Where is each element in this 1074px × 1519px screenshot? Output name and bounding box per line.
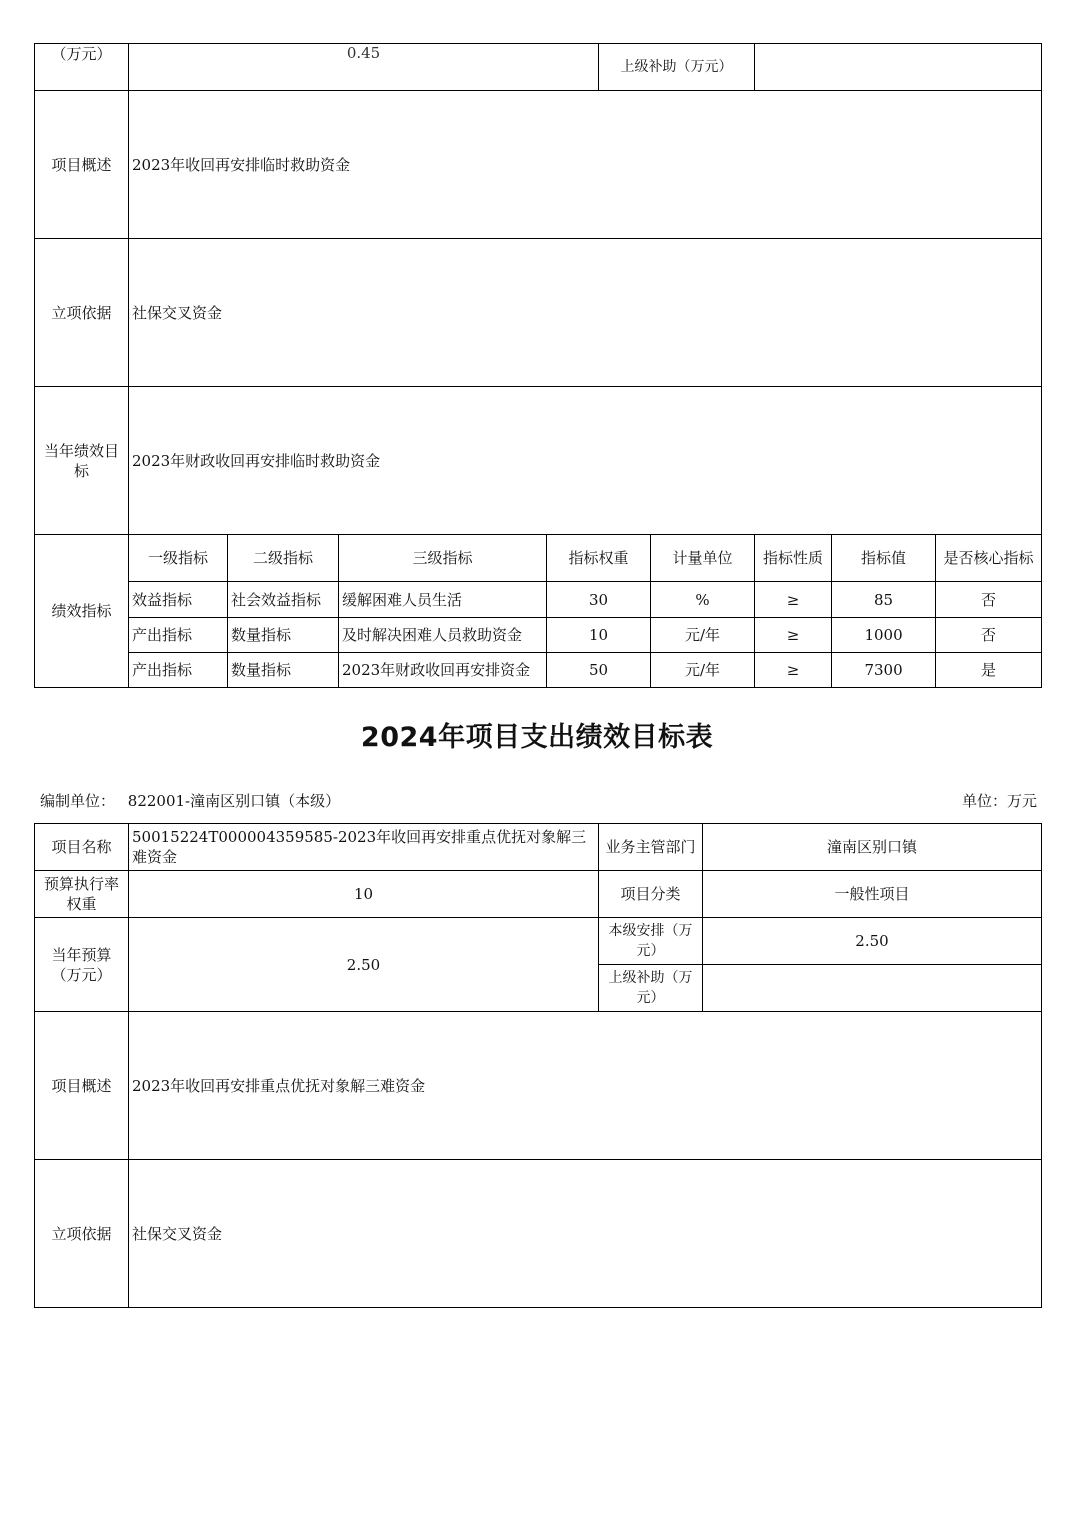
category-label: 项目分类	[599, 871, 703, 918]
indicator-cell: 85	[832, 582, 936, 618]
budget-value: 0.45	[129, 44, 599, 91]
indicator-cell: 产出指标	[129, 618, 228, 653]
indicator-header: 指标值	[832, 535, 936, 582]
indicator-cell: 50	[547, 653, 651, 688]
goal-label: 当年绩效目标	[35, 387, 129, 535]
page-title: 2024年项目支出绩效目标表	[360, 722, 714, 753]
indicator-cell: 30	[547, 582, 651, 618]
overview-label: 项目概述	[35, 1012, 129, 1160]
indicator-cell: ≥	[755, 618, 832, 653]
indicator-header: 指标性质	[755, 535, 832, 582]
indicators-label: 绩效指标	[35, 535, 129, 688]
department-value: 潼南区别口镇	[703, 824, 1042, 871]
indicator-cell: 否	[936, 582, 1042, 618]
indicator-cell: 是	[936, 653, 1042, 688]
indicator-cell: 7300	[832, 653, 936, 688]
superior-subsidy-value	[703, 965, 1042, 1012]
project-name-value: 50015224T000004359585-2023年收回再安排重点优抚对象解三难资金	[129, 824, 599, 871]
money-unit: 单位：万元	[961, 792, 1037, 810]
indicator-header: 计量单位	[651, 535, 755, 582]
indicator-header: 一级指标	[129, 535, 228, 582]
basis-value: 社保交叉资金	[129, 1160, 1042, 1308]
execution-rate-label: 预算执行率权重	[35, 871, 129, 918]
annual-budget-label: 当年预算（万元）	[35, 918, 129, 1012]
indicator-cell: 1000	[832, 618, 936, 653]
indicator-cell: 缓解困难人员生活	[339, 582, 547, 618]
indicator-cell: 否	[936, 618, 1042, 653]
indicator-cell: 元/年	[651, 653, 755, 688]
indicator-cell: ≥	[755, 653, 832, 688]
annual-budget-value: 2.50	[129, 918, 599, 1012]
indicator-row	[35, 618, 1042, 653]
basis-label: 立项依据	[35, 239, 129, 387]
indicator-cell: 数量指标	[228, 618, 339, 653]
overview-label: 项目概述	[35, 91, 129, 239]
local-arrangement-value: 2.50	[703, 918, 1042, 965]
compiling-unit-label: 编制单位：	[40, 792, 116, 810]
indicator-row	[35, 582, 1042, 618]
basis-label: 立项依据	[35, 1160, 129, 1308]
project-table	[34, 823, 1042, 1308]
indicator-header: 指标权重	[547, 535, 651, 582]
budget-label: （万元）	[35, 44, 129, 91]
indicator-cell: 效益指标	[129, 582, 228, 618]
previous-project-table	[34, 43, 1042, 688]
superior-subsidy-label: 上级补助（万元）	[599, 965, 703, 1012]
goal-value: 2023年财政收回再安排临时救助资金	[129, 387, 1042, 535]
department-label: 业务主管部门	[599, 824, 703, 871]
indicator-cell: 产出指标	[129, 653, 228, 688]
overview-value: 2023年收回再安排临时救助资金	[129, 91, 1042, 239]
compiling-unit-value: 822001-潼南区别口镇（本级）	[127, 792, 341, 810]
superior-subsidy-value	[755, 44, 1042, 91]
indicator-cell: 元/年	[651, 618, 755, 653]
indicator-header: 三级指标	[339, 535, 547, 582]
superior-subsidy-label: 上级补助（万元）	[599, 44, 755, 91]
indicator-cell: 及时解决困难人员救助资金	[339, 618, 547, 653]
overview-value: 2023年收回再安排重点优抚对象解三难资金	[129, 1012, 1042, 1160]
indicator-cell: 2023年财政收回再安排资金	[339, 653, 547, 688]
execution-rate-value: 10	[129, 871, 599, 918]
indicator-cell: ≥	[755, 582, 832, 618]
indicator-header: 是否核心指标	[936, 535, 1042, 582]
indicator-cell: 10	[547, 618, 651, 653]
category-value: 一般性项目	[703, 871, 1042, 918]
indicator-header: 二级指标	[228, 535, 339, 582]
indicator-cell: 数量指标	[228, 653, 339, 688]
project-name-label: 项目名称	[35, 824, 129, 871]
basis-value: 社保交叉资金	[129, 239, 1042, 387]
compiling-unit	[40, 790, 340, 811]
indicator-cell: %	[651, 582, 755, 618]
indicator-row	[35, 653, 1042, 688]
indicator-cell: 社会效益指标	[228, 582, 339, 618]
local-arrangement-label: 本级安排（万元）	[599, 918, 703, 965]
